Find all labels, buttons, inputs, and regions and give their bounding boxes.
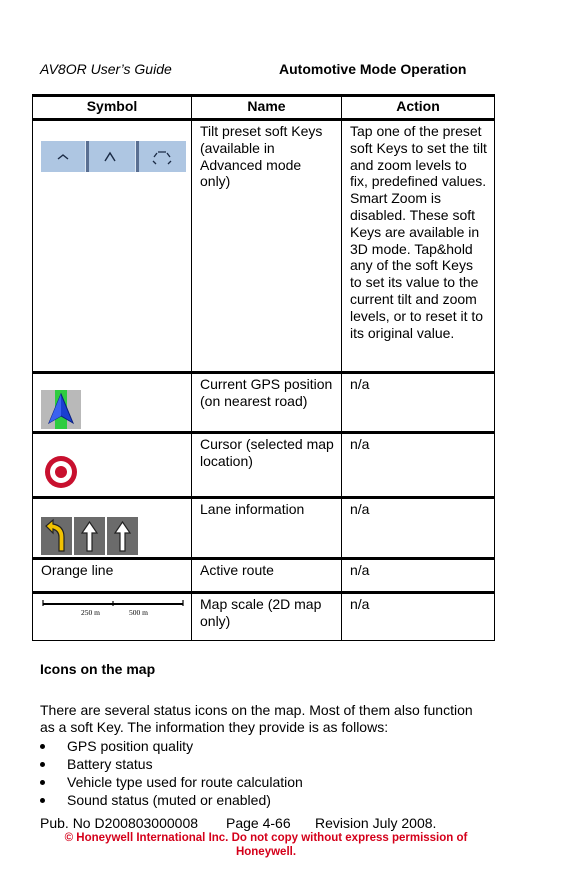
scale-label-250: 250 m (81, 607, 100, 617)
action-cell: Tap one of the preset soft Keys to set the tilt and zoom levels to fix, predefined values. Smart Zoom is disabled. These soft Keys are available in 3D mode. Tap&hold any of the soft Keys to set its value to the current tilt and zoom levels, or to reset it to its original value. (342, 120, 495, 373)
table-header-row (33, 96, 495, 120)
map-scale-icon (41, 596, 186, 620)
list-item: GPS position quality (40, 737, 303, 755)
footer-pub-number: Pub. No D200803000008 (40, 815, 199, 831)
list-item: Battery status (40, 755, 303, 773)
symbol-cell (33, 373, 192, 433)
table-row (33, 592, 495, 640)
action-cell: n/a (342, 373, 495, 433)
table-row (33, 433, 495, 498)
section-heading: Icons on the map (40, 661, 156, 677)
symbol-cell (33, 433, 192, 498)
status-icon-list (40, 737, 303, 809)
table-row (33, 120, 495, 373)
tilt-preset-soft-keys-icon (41, 141, 186, 172)
action-cell: n/a (342, 433, 495, 498)
name-cell: Map scale (2D map only) (192, 592, 342, 640)
bullet-icon (40, 798, 45, 803)
cursor-target-icon (43, 454, 79, 490)
table-row (33, 373, 495, 433)
header-section-title: Automotive Mode Operation (279, 61, 467, 77)
footer-copyright: © Honeywell International Inc. Do not copy without express permission of Honeywell. (64, 832, 468, 858)
column-header-name: Name (192, 96, 342, 120)
bullet-icon (40, 780, 45, 785)
table-row (33, 497, 495, 558)
symbol-cell (33, 497, 192, 558)
symbol-table (32, 94, 495, 641)
lane-straight-icon (74, 517, 105, 555)
symbol-cell (33, 592, 192, 640)
name-cell: Tilt preset soft Keys (available in Advanced mode only) (192, 120, 342, 373)
column-header-action: Action (342, 96, 495, 120)
bullet-icon (40, 762, 45, 767)
list-item: Vehicle type used for route calculation (40, 773, 303, 791)
action-cell: n/a (342, 558, 495, 592)
lane-turn-left-icon (41, 517, 72, 555)
name-cell: Active route (192, 558, 342, 592)
name-cell: Cursor (selected map location) (192, 433, 342, 498)
footer-revision: Revision July 2008. (315, 815, 437, 831)
header-guide-title: AV8OR User’s Guide (40, 61, 172, 77)
table-row (33, 558, 495, 592)
gps-position-arrow-icon (41, 390, 81, 429)
list-item: Sound status (muted or enabled) (40, 791, 303, 809)
scale-label-500: 500 m (129, 607, 148, 617)
section-paragraph: There are several status icons on the map. Most of them also function as a soft Key. The information they provide is as follows: (40, 702, 473, 735)
lane-arrows-icon (41, 517, 185, 555)
symbol-cell (33, 120, 192, 373)
symbol-cell: Orange line (33, 558, 192, 592)
action-cell: n/a (342, 497, 495, 558)
footer-publication-info (40, 815, 436, 831)
action-cell: n/a (342, 592, 495, 640)
name-cell: Current GPS position (on nearest road) (192, 373, 342, 433)
footer-page-number: Page 4-66 (226, 815, 291, 831)
column-header-symbol: Symbol (33, 96, 192, 120)
name-cell: Lane information (192, 497, 342, 558)
bullet-icon (40, 744, 45, 749)
lane-straight-icon (107, 517, 138, 555)
